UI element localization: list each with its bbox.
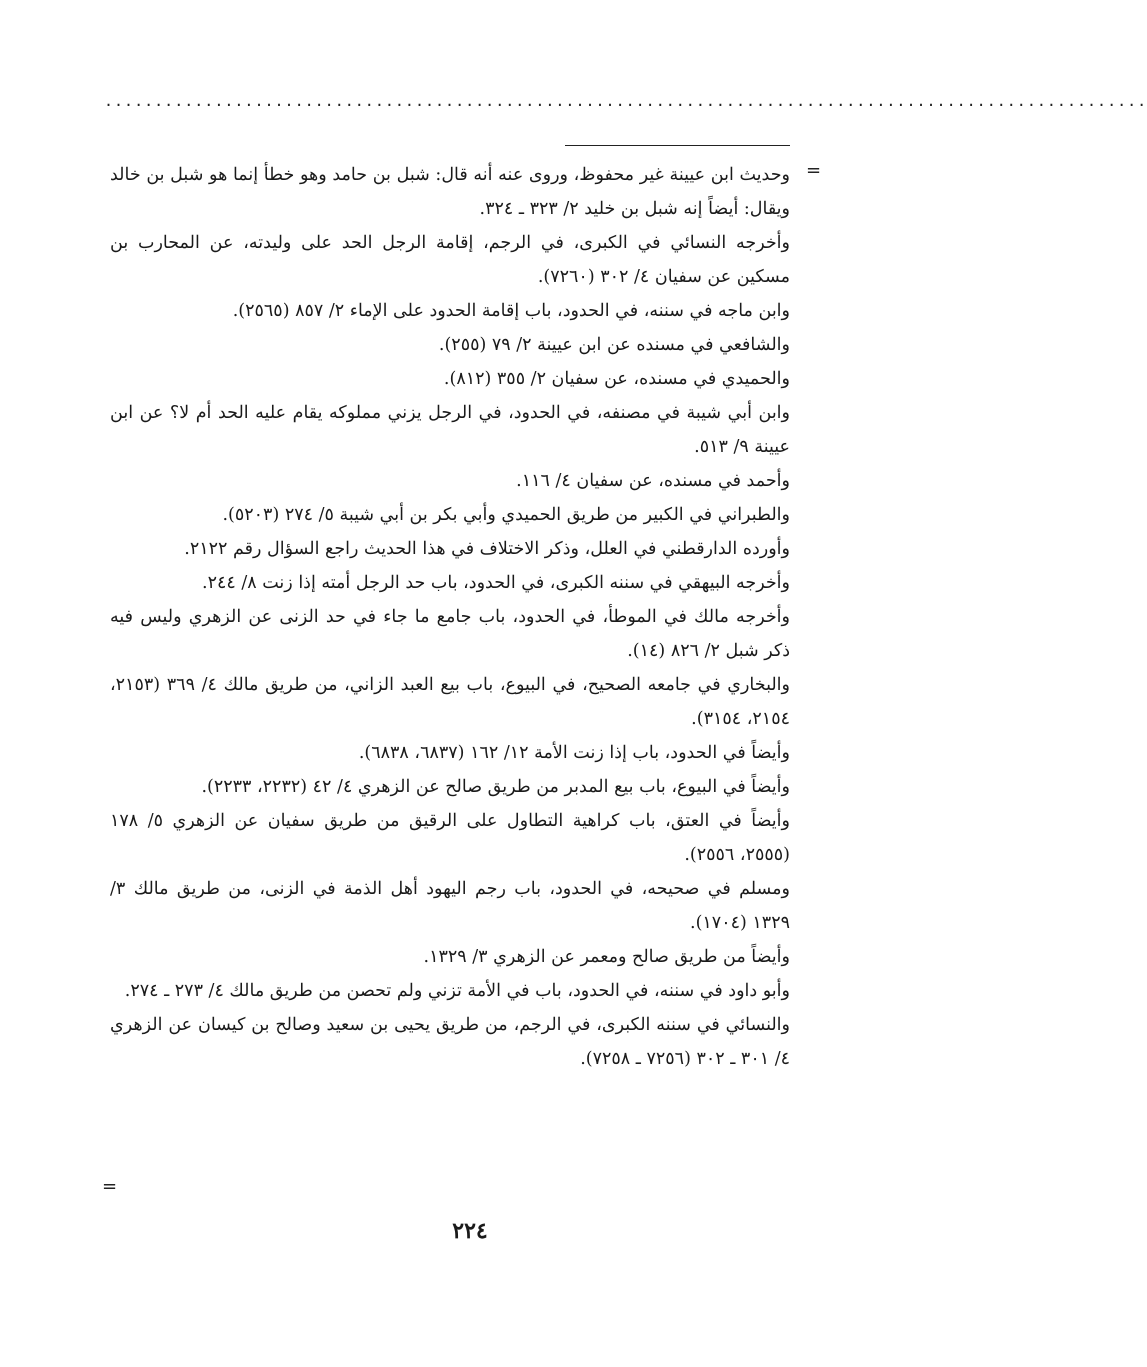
header-dotted-separator: ........................................................................................................ — [104, 92, 1147, 110]
footnote-line: وأيضاً في العتق، باب كراهية التطاول على الرقيق من طريق سفيان عن الزهري ٥/ ١٧٨ (٢٥٥٥، ٢٥٥٦). — [110, 811, 790, 865]
continuation-mark-top: = — [806, 160, 822, 181]
continuation-mark-bottom: = — [102, 1176, 118, 1197]
footnote-rule — [565, 145, 790, 146]
footnote-line: والنسائي في سننه الكبرى، في الرجم، من طريق يحيى بن سعيد وصالح بن كيسان عن الزهري ٤/ ٣٠١ ـ ٣٠٢ (٧٢٥٦ ـ ٧٢٥٨). — [110, 1015, 790, 1069]
footnote-line: والشافعي في مسنده عن ابن عيينة ٢/ ٧٩ (٢٥٥). — [438, 335, 790, 355]
footnote-line: والحميدي في مسنده، عن سفيان ٢/ ٣٥٥ (٨١٢). — [443, 369, 790, 389]
footnote-line: وأورده الدارقطني في العلل، وذكر الاختلاف في هذا الحديث راجع السؤال رقم ٢١٢٢. — [184, 539, 790, 559]
footnote-line: وأخرجه مالك في الموطأ، في الحدود، باب جامع ما جاء في حد الزنى عن الزهري وليس فيه ذكر شبل ٢/ ٨٢٦ (١٤). — [110, 607, 790, 661]
footnote-line: وأيضاً من طريق صالح ومعمر عن الزهري ٣/ ١٣٢٩. — [423, 947, 790, 967]
footnote-line: وابن ماجه في سننه، في الحدود، باب إقامة الحدود على الإماء ٢/ ٨٥٧ (٢٥٦٥). — [232, 301, 790, 321]
page-number: ٢٢٤ — [452, 1218, 488, 1244]
footnote-line: ومسلم في صحيحه، في الحدود، باب رجم اليهود أهل الذمة في الزنى، من طريق مالك ٣/ ١٣٢٩ (١٧٠٤). — [110, 879, 790, 933]
footnotes-block — [110, 158, 790, 1076]
footnote-line: والبخاري في جامعه الصحيح، في البيوع، باب بيع العبد الزاني، من طريق مالك ٤/ ٣٦٩ (٢١٥٣، ٢١٥٤، ٣١٥٤). — [110, 675, 790, 729]
footnote-line: والطبراني في الكبير من طريق الحميدي وأبي بكر بن أبي شيبة ٥/ ٢٧٤ (٥٢٠٣). — [222, 505, 790, 525]
footnote-line: وأخرجه النسائي في الكبرى، في الرجم، إقامة الرجل الحد على وليدته، عن المحارب بن مسكين عن سفيان ٤/ ٣٠٢ (٧٢٦٠). — [110, 233, 790, 287]
footnote-line: وأيضاً في البيوع، باب بيع المدبر من طريق صالح عن الزهري ٤/ ٤٢ (٢٢٣٢، ٢٢٣٣). — [201, 777, 790, 797]
footnote-line: وحديث ابن عيينة غير محفوظ، وروى عنه أنه قال: شبل بن حامد وهو خطأ إنما هو شبل بن خالد ويقال: أيضاً إنه شبل بن خليد ٢/ ٣٢٣ ـ ٣٢٤. — [110, 165, 790, 219]
footnote-line: وأحمد في مسنده، عن سفيان ٤/ ١١٦. — [516, 471, 790, 491]
footnote-line: وابن أبي شيبة في مصنفه، في الحدود، في الرجل يزني مملوكه يقام عليه الحد أم لا؟ عن ابن عيينة ٩/ ٥١٣. — [110, 403, 790, 457]
footnote-line: وأخرجه البيهقي في سننه الكبرى، في الحدود، باب حد الرجل أمته إذا زنت ٨/ ٢٤٤. — [202, 573, 790, 593]
footnote-line: وأبو داود في سننه، في الحدود، باب في الأمة تزني ولم تحصن من طريق مالك ٤/ ٢٧٣ ـ ٢٧٤. — [124, 981, 790, 1001]
footnote-line: وأيضاً في الحدود، باب إذا زنت الأمة ١٢/ ١٦٢ (٦٨٣٧، ٦٨٣٨). — [358, 743, 790, 763]
